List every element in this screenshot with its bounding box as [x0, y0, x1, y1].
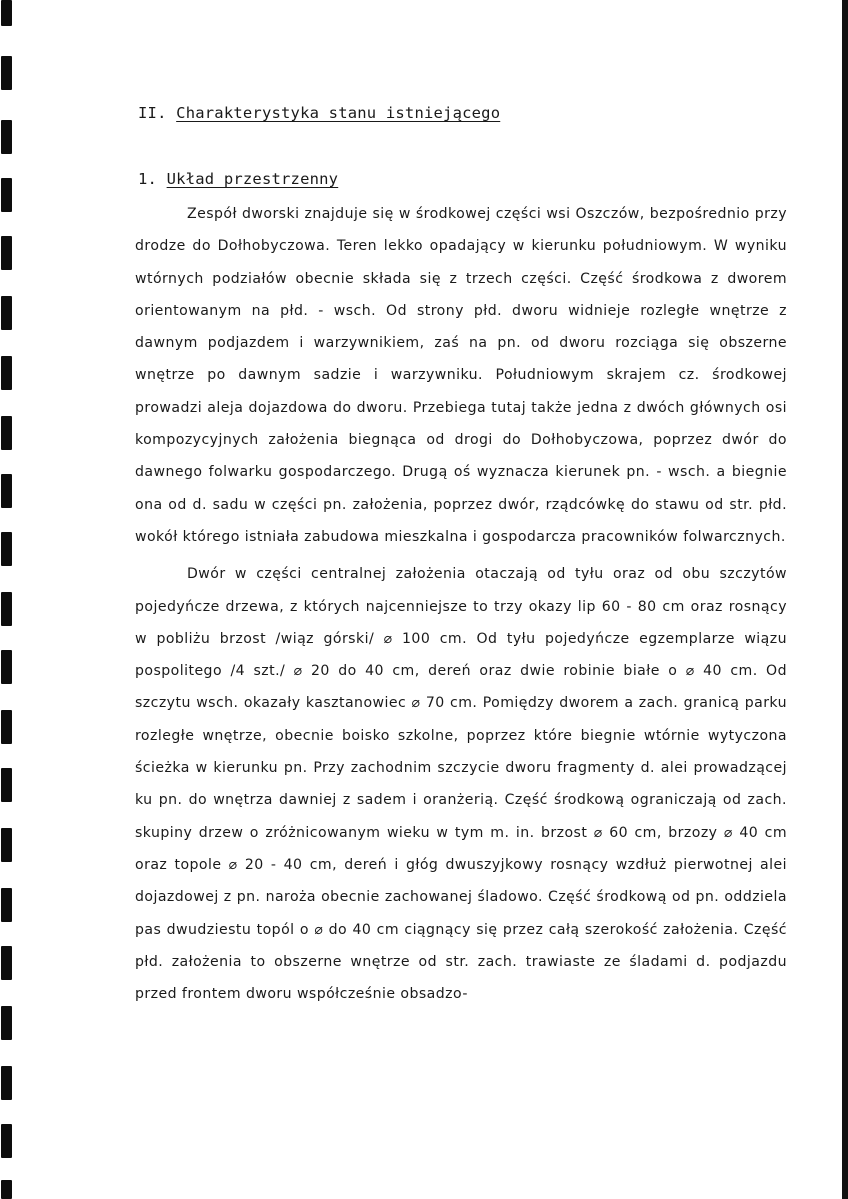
- body-text: [135, 198, 787, 1010]
- binder-hole: [1, 888, 12, 922]
- binder-hole: [1, 120, 12, 154]
- subsection-title: Układ przestrzenny: [166, 170, 339, 188]
- binder-hole: [1, 710, 12, 744]
- binder-hole: [1, 946, 12, 980]
- binder-hole: [1, 474, 12, 508]
- binder-hole: [1, 296, 12, 330]
- binder-hole: [1, 592, 12, 626]
- paragraph: Dwór w części centralnej założenia otaczają od tyłu oraz od obu szczytów pojedyńcze drzewa, z których najcenniejsze to trzy okazy lip 60 - 80 cm oraz rosnący w pobliżu brzost /wiąz górski/ ⌀ 100 cm. Od tyłu pojedyńcze egzemplarze wiązu pospolitego /4 szt./ ⌀ 20 do 40 cm, dereń oraz dwie robinie białe o ⌀ 40 cm. Od szczytu wsch. okazały kasztanowiec ⌀ 70 cm. Pomiędzy dworem a zach. granicą parku rozległe wnętrze, obecnie boisko szkolne, poprzez które biegnie wtórnie wytyczona ścieżka w kierunku pn. Przy zachodnim szczycie dworu fragmenty d. alei prowadzącej ku pn. do wnętrza dawniej z sadem i oranżerią. Część środkową ograniczają od zach. skupiny drzew o zróżnicowanym wieku w tym m. in. brzost ⌀ 60 cm, brzozy ⌀ 40 cm oraz topole ⌀ 20 - 40 cm, dereń i głóg dwuszyjkowy rosnący wzdłuż pierwotnej alei dojazdowej z pn. naroża obecnie zachowanej śladowo. Część środkową od pn. oddziela pas dwudziestu topól o ⌀ do 40 cm ciągnący się przez całą szerokość założenia. Część płd. założenia to obszerne wnętrze od str. zach. trawiaste ze śladami d. podjazdu przed frontem dworu współcześnie obsadzo-: [135, 566, 787, 1003]
- binder-hole: [1, 1124, 12, 1158]
- binder-hole: [1, 56, 12, 90]
- subsection-number: 1.: [138, 170, 158, 188]
- paragraph: Zespół dworski znajduje się w środkowej części wsi Oszczów, bezpośrednio przy drodze do Dołhobyczowa. Teren lekko opadający w kierunku południowym. W wyniku wtórnych podziałów obecnie składa się z trzech części. Część środkowa z dworem orientowanym na płd. - wsch. Od strony płd. dworu widnieje rozległe wnętrze z dawnym podjazdem i warzywnikiem, zaś na pn. od dworu rozciąga się obszerne wnętrze po dawnym sadzie i warzywniku. Południowym skrajem cz. środkowej prowadzi aleja dojazdowa do dworu. Przebiega tutaj także jedna z dwóch głównych osi kompozycyjnych założenia biegnąca od drogi do Dołhobyczowa, poprzez dwór do dawnego folwarku gospodarczego. Drugą oś wyznacza kierunek pn. - wsch. a biegnie ona od d. sadu w części pn. założenia, poprzez dwór, rządcówkę do stawu od str. płd. wokół którego istniała zabudowa mieszkalna i gospodarcza pracowników folwarcznych.: [135, 206, 787, 545]
- page-edge: [842, 0, 848, 1199]
- section-title: Charakterystyka stanu istniejącego: [176, 104, 501, 122]
- subsection-heading: [138, 170, 338, 188]
- binder-hole: [1, 650, 12, 684]
- binder-hole: [1, 768, 12, 802]
- binder-hole: [1, 532, 12, 566]
- binder-hole: [1, 828, 12, 862]
- section-heading: [138, 104, 500, 122]
- binder-hole: [1, 1006, 12, 1040]
- section-number: II.: [138, 104, 167, 122]
- binder-hole: [1, 416, 12, 450]
- binder-hole: [1, 178, 12, 212]
- binder-hole: [1, 1180, 12, 1199]
- binder-holes: [1, 0, 15, 1199]
- binder-hole: [1, 0, 12, 26]
- binder-hole: [1, 236, 12, 270]
- binder-hole: [1, 356, 12, 390]
- binder-hole: [1, 1066, 12, 1100]
